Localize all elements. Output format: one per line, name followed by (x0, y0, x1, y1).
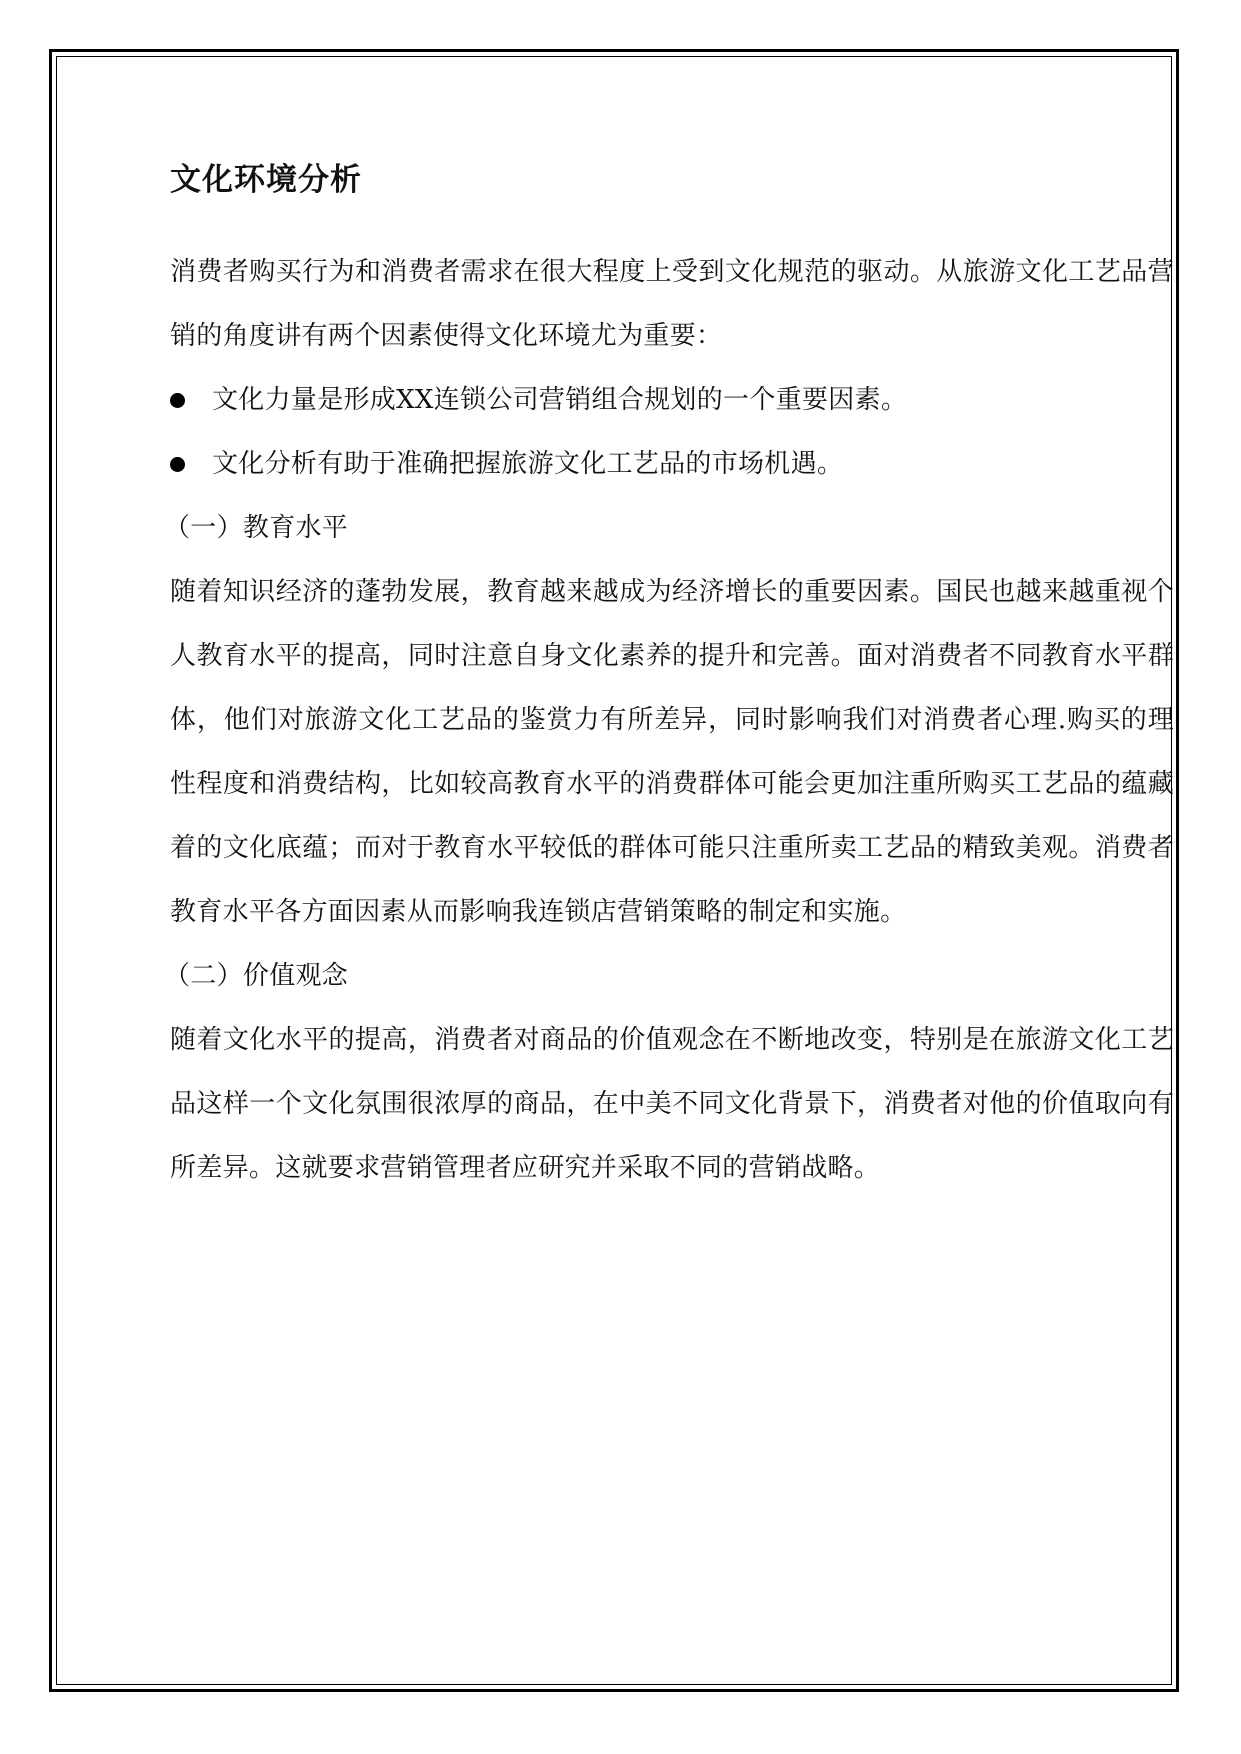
bullet-text: 文化力量是形成XX连锁公司营销组合规划的一个重要因素。 (212, 385, 908, 415)
intro-paragraph: 消费者购买行为和消费者需求在很大程度上受到文化规范的驱动。从旅游文化工艺品营销的角度讲有两个因素使得文化环境尤为重要： (170, 257, 1174, 351)
section-body-values: 随着文化水平的提高，消费者对商品的价值观念在不断地改变，特别是在旅游文化工艺品这样一个文化氛围很浓厚的商品，在中美不同文化背景下，消费者对他的价值取向有所差异。这就要求营销管理者应研究并采取不同的营销战略。 (170, 1025, 1174, 1183)
document-title: 文化环境分析 (170, 162, 362, 198)
section-heading-education: （一）教育水平 (164, 513, 349, 543)
bullet-item (170, 432, 1174, 496)
bullet-list (170, 368, 1174, 496)
bullet-item (170, 368, 1174, 432)
bullet-dot-icon (170, 393, 185, 408)
section-body-education: 随着知识经济的蓬勃发展，教育越来越成为经济增长的重要因素。国民也越来越重视个人教育水平的提高，同时注意自身文化素养的提升和完善。面对消费者不同教育水平群体，他们对旅游文化工艺品的鉴赏力有所差异，同时影响我们对消费者心理.购买的理性程度和消费结构，比如较高教育水平的消费群体可能会更加注重所购买工艺品的蕴藏着的文化底蕴；而对于教育水平较低的群体可能只注重所卖工艺品的精致美观。消费者教育水平各方面因素从而影响我连锁店营销策略的制定和实施。 (170, 577, 1174, 927)
document-body (164, 158, 1174, 1200)
section-heading-values: （二）价值观念 (164, 961, 349, 991)
bullet-text: 文化分析有助于准确把握旅游文化工艺品的市场机遇。 (212, 449, 844, 479)
bullet-dot-icon (170, 457, 185, 472)
